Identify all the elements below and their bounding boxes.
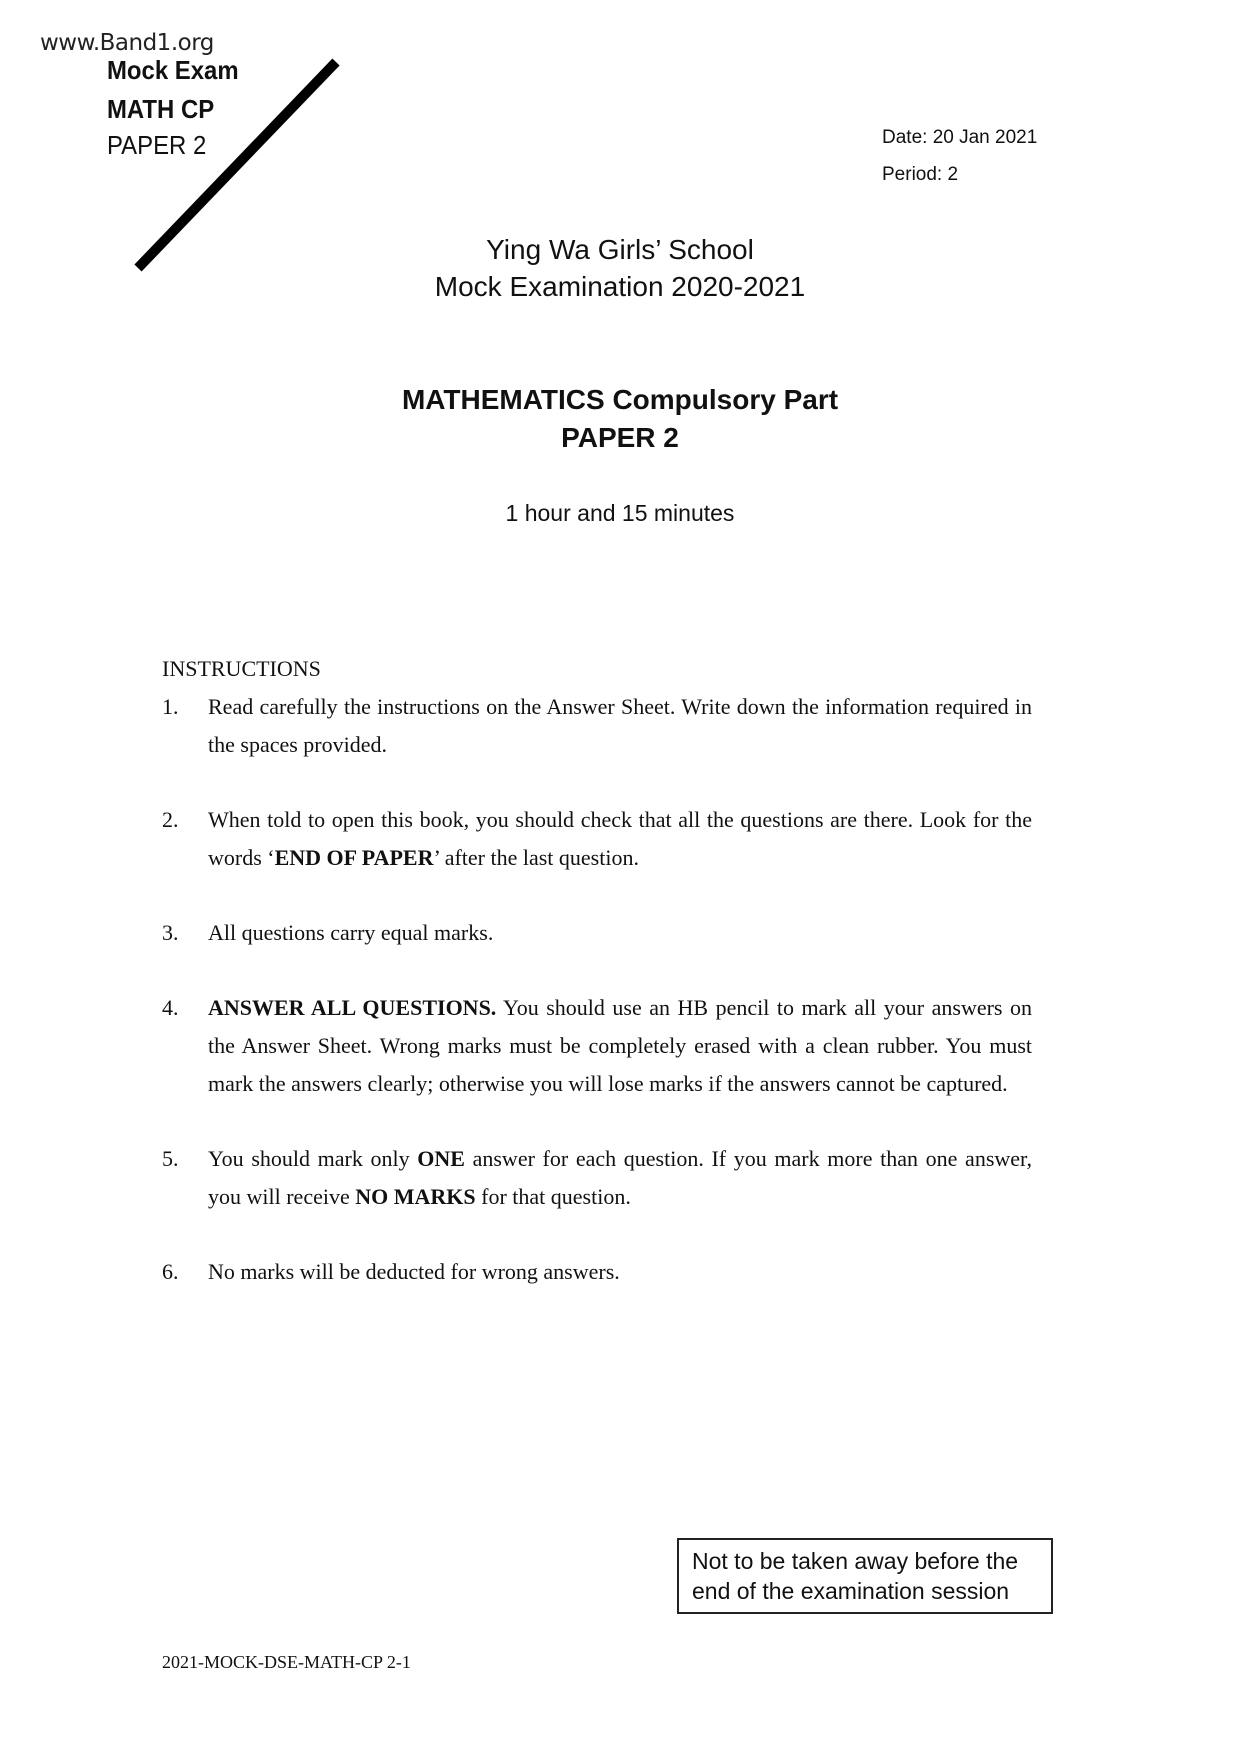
instruction-text xyxy=(208,801,1032,877)
instruction-text-part: You should mark only xyxy=(208,1146,418,1171)
school-name: Ying Wa Girls’ School xyxy=(486,234,754,265)
instruction-number: 2. xyxy=(162,807,179,832)
instruction-text-part: Read carefully the instructions on the Answer Sheet. Write down the information required in the spaces provided. xyxy=(208,694,1032,757)
exam-name: Mock Examination 2020-2021 xyxy=(434,271,806,302)
stamp-paper: PAPER 2 xyxy=(107,130,207,160)
instruction-number: 3. xyxy=(162,920,179,945)
exam-period: Period: 2 xyxy=(882,164,959,185)
instructions-heading: INSTRUCTIONS xyxy=(162,656,321,681)
exam-duration: 1 hour and 15 minutes xyxy=(505,500,735,526)
instruction-number: 5. xyxy=(162,1146,179,1171)
instruction-item xyxy=(162,989,1032,1103)
stamp-math-cp: MATH CP xyxy=(107,94,215,124)
page-footer-code: 2021-MOCK-DSE-MATH-CP 2-1 xyxy=(162,1652,411,1672)
instruction-text xyxy=(208,989,1032,1103)
instruction-item xyxy=(162,1140,1032,1216)
instruction-text-part: No marks will be deducted for wrong answers. xyxy=(208,1259,620,1284)
instruction-item xyxy=(162,1253,1032,1291)
instruction-text xyxy=(208,1253,1032,1291)
instruction-emphasis: NO MARKS xyxy=(355,1184,476,1209)
stamp-mock-exam: Mock Exam xyxy=(107,55,239,85)
instruction-text-part: All questions carry equal marks. xyxy=(208,920,494,945)
instruction-item xyxy=(162,801,1032,877)
instruction-text-part: for that question. xyxy=(475,1184,631,1209)
instruction-emphasis: END OF PAPER xyxy=(274,845,434,870)
instruction-text-part: ’ after the last question. xyxy=(433,845,639,870)
instruction-emphasis: ANSWER ALL QUESTIONS. xyxy=(208,995,497,1020)
instruction-item xyxy=(162,914,1032,952)
instructions-section xyxy=(162,650,1032,1328)
instruction-text-part: When told to open this book, you should check that all the questions are there. Look for the words ‘ xyxy=(208,807,1032,870)
watermark-text: www.Band1.org xyxy=(40,30,214,56)
instruction-text-part: answer for each question. If you mark more than one answer, you will receive xyxy=(208,1146,1032,1209)
instruction-number: 4. xyxy=(162,995,179,1020)
instruction-text xyxy=(208,688,1032,764)
subject-title: MATHEMATICS Compulsory Part xyxy=(401,384,839,415)
instruction-emphasis: ONE xyxy=(417,1146,465,1171)
exam-date: Date: 20 Jan 2021 xyxy=(882,127,1038,148)
instruction-text-part: You should use an HB pencil to mark all your answers on the Answer Sheet. Wrong marks must be completely erased with a clean rubber. You must mark the answers clearly; otherwise you will lose marks if the answers cannot be captured. xyxy=(208,995,1032,1096)
instruction-number: 6. xyxy=(162,1259,179,1284)
notice-box: Not to be taken away before the end of the examination session xyxy=(677,1538,1053,1614)
instruction-item xyxy=(162,688,1032,764)
instruction-text xyxy=(208,914,1032,952)
instruction-number: 1. xyxy=(162,694,179,719)
instructions-list xyxy=(162,688,1032,1291)
paper-title: PAPER 2 xyxy=(561,422,679,453)
instruction-text xyxy=(208,1140,1032,1216)
